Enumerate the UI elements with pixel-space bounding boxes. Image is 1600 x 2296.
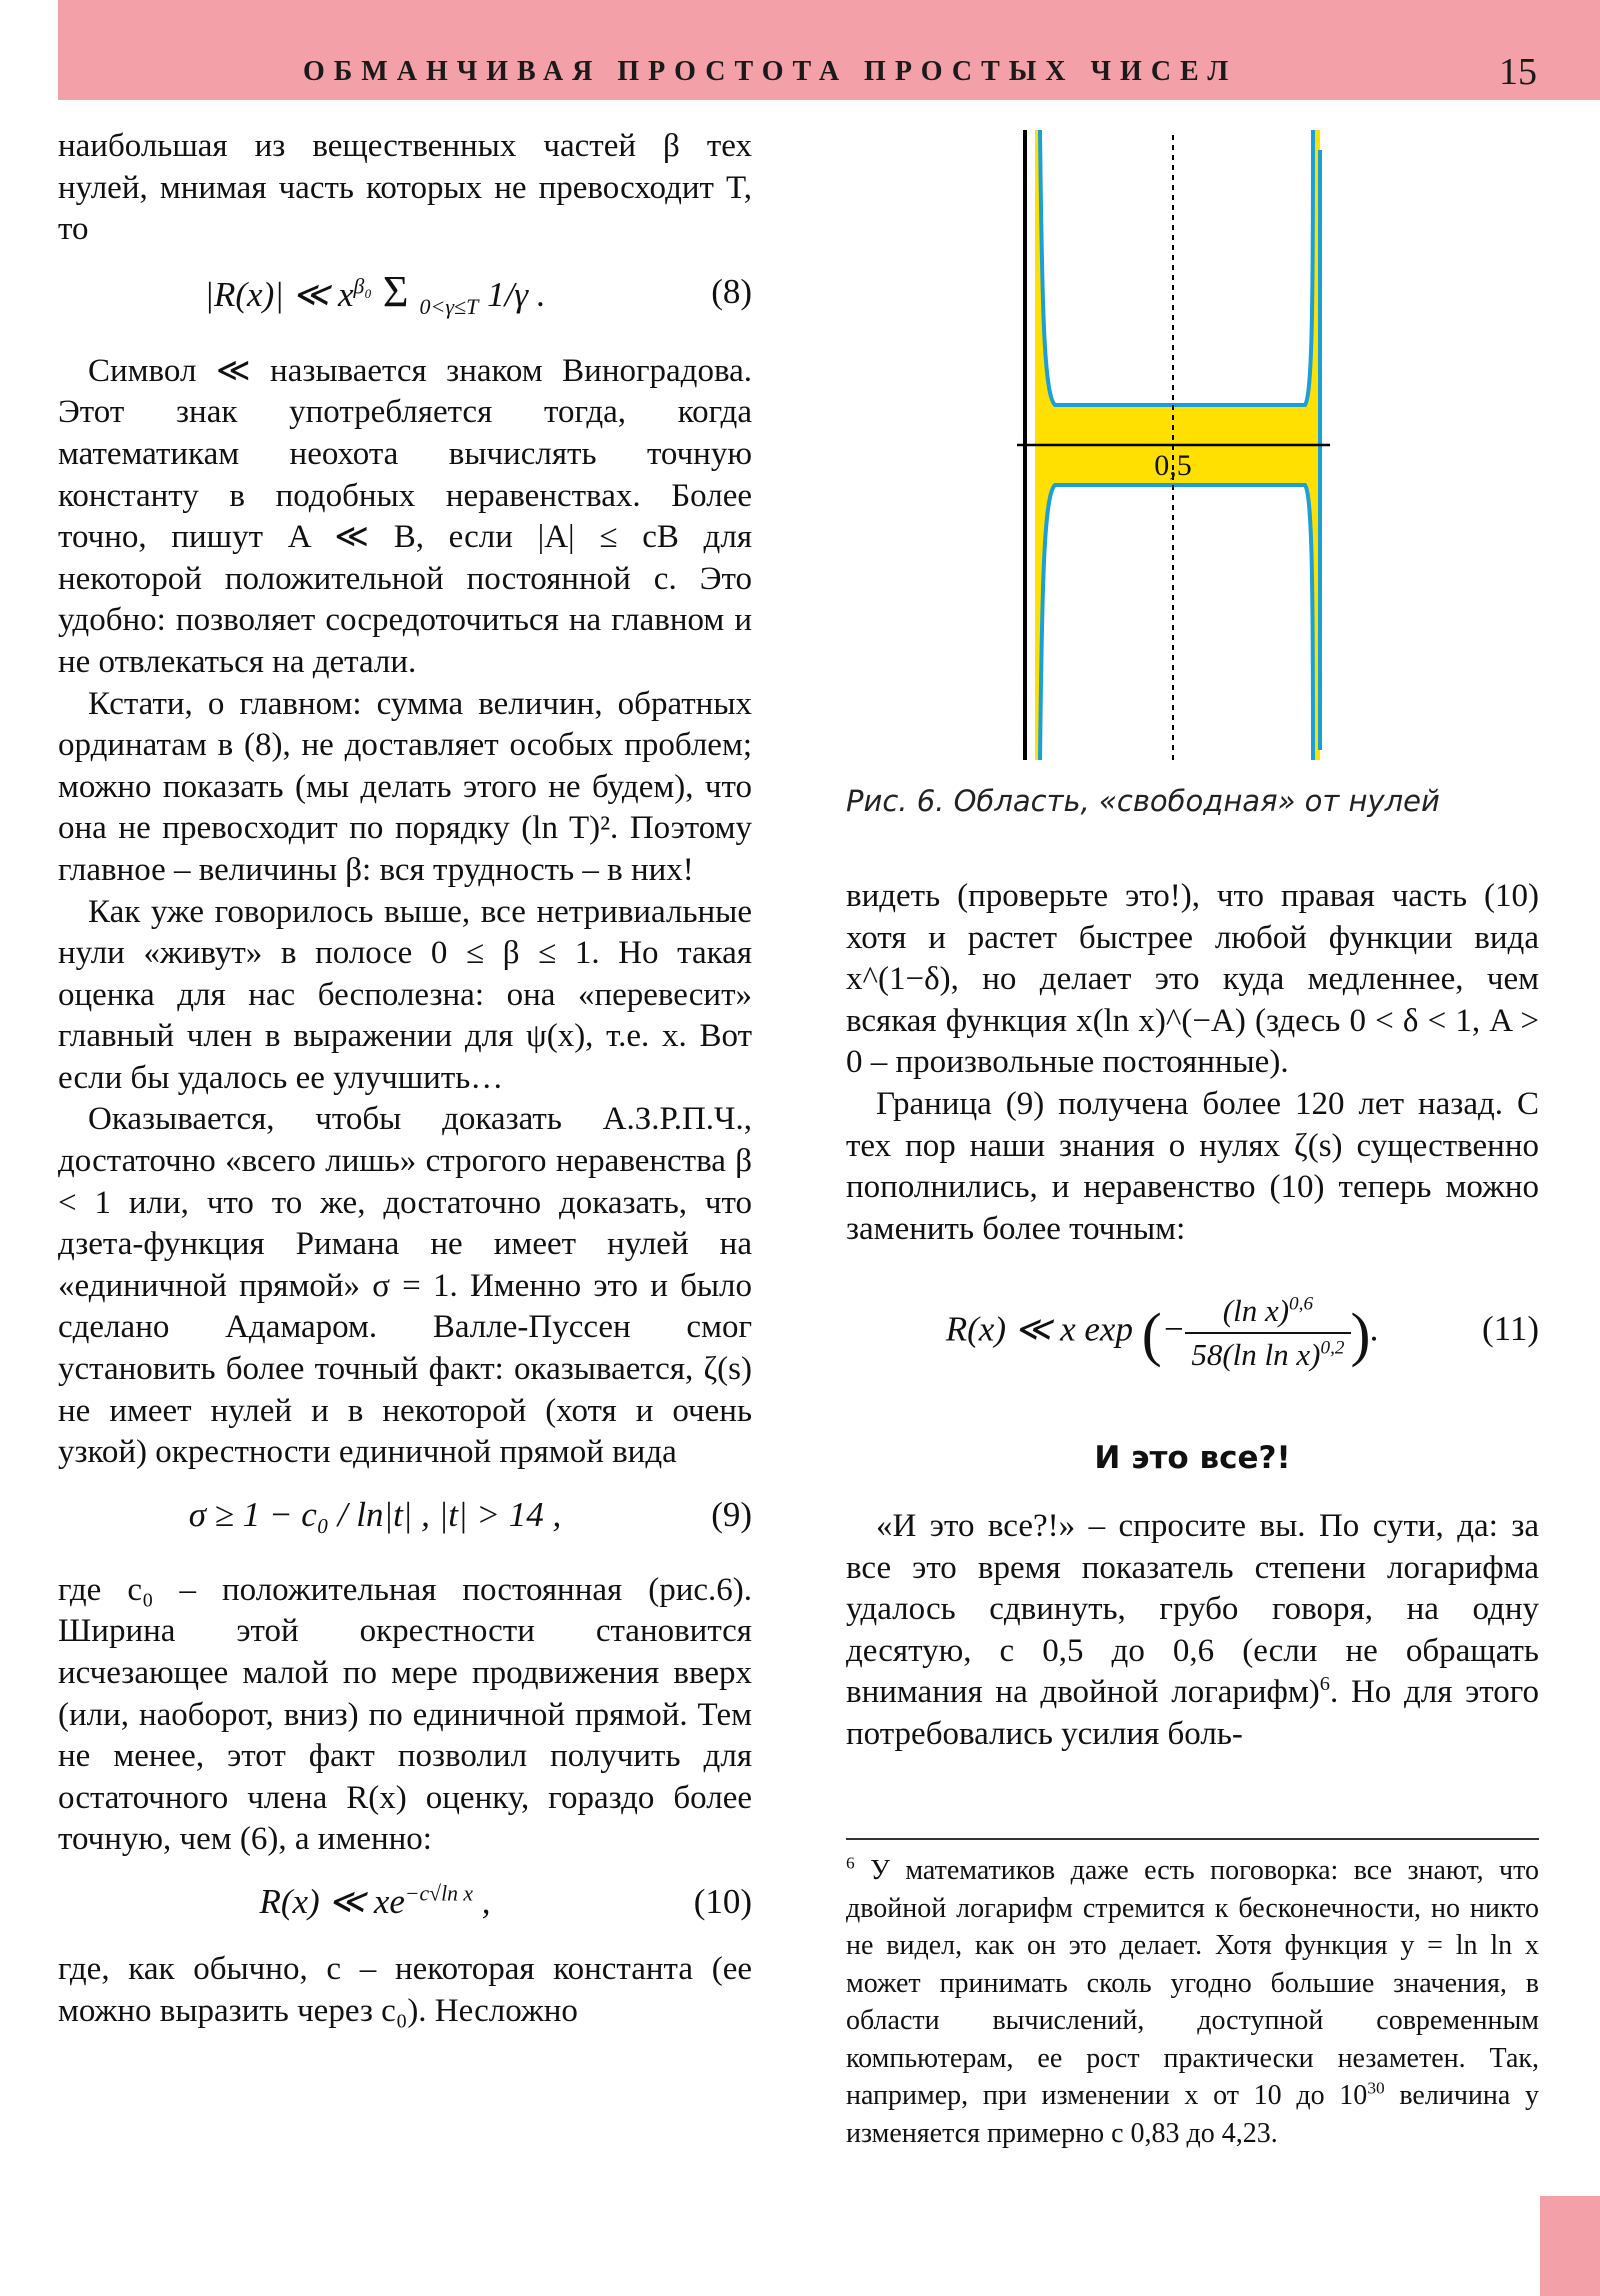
running-title: ОБМАНЧИВАЯ ПРОСТОТА ПРОСТЫХ ЧИСЕЛ <box>303 56 1238 87</box>
section-title: И это все?! <box>1094 1440 1291 1477</box>
region-cutout-bottom <box>1040 485 1313 760</box>
paragraph-text: «И это все?!» – спросите вы. По сути, да: за все это время показатель степени логарифма удалось сдвинуть, грубо говоря, на одну десятую, с 0,5 до 0,6 (если не обращать внимания на двойной логарифм) <box>846 1507 1539 1711</box>
equation-11: R(x) ≪ x exp (− $\frac{(\ln x)^{0,6}}{58(\ln \ln x)^{0,2}}$ ). (11) <box>846 1250 1539 1410</box>
paragraph-text-end: . Но для этого потребовались усилия боль- <box>846 1674 1539 1752</box>
footnote-text: У математиков даже есть поговорка: все знают, что двойной логарифм стремится к бесконечности, но никто не видел, как он это делает. Хотя функция y = ln ln x может принимать сколь угодно большие значения, в области вычислений, доступной современным компьютерам, ее рост практически незаметен. Так, например, при изменении x от 10 до 10 <box>846 1855 1539 2111</box>
eq11-denominator-exp: 0,2 <box>1320 1337 1345 1359</box>
equation-8 <box>58 251 752 351</box>
footnote-exponent: 30 <box>1367 2078 1385 2098</box>
footnote-ref[interactable]: 6 <box>1319 1673 1331 1696</box>
eq9-number: (9) <box>711 1494 752 1534</box>
eq11-number: (11) <box>1481 1309 1539 1349</box>
eq11-numerator-exp: 0,6 <box>1289 1294 1314 1316</box>
equation-10 <box>58 1861 752 1949</box>
paragraph <box>846 1506 1539 1756</box>
paragraph: где c₀ – положительная постоянная (рис.6). Ширина этой окрестности становится исчезающее малой по мере продвижения вверх (или, наоборот, вниз) по единичной прямой. Тем не менее, этот факт позволил получить для остаточного члена R(x) оценку, гораздо более точную, чем (6), а именно: <box>58 1571 752 1858</box>
footnote <box>846 1852 1539 2152</box>
zero-free-region-diagram <box>1000 130 1340 760</box>
paragraph: Как уже говорилось выше, все нетривиальные нули «живут» в полосе 0 ≤ β ≤ 1. Но такая оценка для нас бесполезна: она «перевесит» главный член в выражении для ψ(x), т.е. x. Вот если бы удалось ее улучшить… <box>58 893 752 1096</box>
paragraph: видеть (проверьте это!), что правая часть (10) хотя и растет быстрее любой функции вида x^(1−δ), но делает это куда медленнее, чем всякая функция x(ln x)^(−A) (здесь 0 < δ < 1, A > 0 – произвольные постоянные). <box>846 878 1539 1081</box>
footnote-mark: 6 <box>846 1853 855 1873</box>
paragraph: наибольшая из вещественных частей β тех нулей, мнимая часть которых не превосходит T, то <box>58 128 752 248</box>
eq10-exponent: −c√ln x <box>404 1881 474 1906</box>
header-bar <box>58 0 1600 100</box>
paragraph: Граница (9) получена более 120 лет назад. С тех пор наши знания о нулях ζ(s) существенно пополнились, и неравенство (10) теперь можно заменить более точным: <box>846 1085 1539 1247</box>
footnote-divider <box>846 1838 1539 1840</box>
equation-9 <box>58 1474 752 1570</box>
paragraph: Оказывается, чтобы доказать А.З.Р.П.Ч., достаточно «всего лишь» строгого неравенства β < 1 или, что то же, достаточно доказать, что дзета-функция Римана не имеет нулей на «единичной прямой» σ = 1. Именно это и было сделано Адамаром. Валле-Пуссен смог установить более точный факт: оказывается, ζ(s) не имеет нулей и в некоторой (хотя и очень узкой) окрестности единичной прямой вида <box>58 1101 752 1471</box>
footnote-text-end: величина y изменяется примерно с 0,83 до 4,23. <box>846 2080 1539 2149</box>
paragraph: где, как обычно, c – некоторая константа (ее можно выразить через c₀). Несложно <box>58 1950 752 2029</box>
page-number: 15 <box>1499 51 1537 93</box>
eq8-lhs: |R(x)| ≪ x <box>204 274 354 314</box>
corner-tab <box>1540 2196 1600 2296</box>
paragraph: Символ ≪ называется знаком Виноградова. Этот знак употребляется тогда, когда математикам неохота вычислять точную константу в подобных неравенствах. Более точно, пишут A ≪ B, если |A| ≤ cB для некоторой положительной постоянной c. Это удобно: позволяет сосредоточиться на главном и не отвлекаться на детали. <box>58 352 752 680</box>
eq8-fraction: 1/γ . <box>478 274 546 314</box>
eq11-numerator: (ln x) <box>1222 1293 1290 1329</box>
eq11-denominator: 58(ln ln x) <box>1191 1336 1321 1372</box>
right-column <box>846 876 1539 1756</box>
eq10-number: (10) <box>693 1881 752 1921</box>
eq10-tail: , <box>473 1881 491 1921</box>
eq8-subscript: 0<γ≤T <box>419 293 479 319</box>
axis-label: 0,5 <box>1154 449 1192 482</box>
eq8-number: (8) <box>711 271 752 311</box>
eq10-lhs: R(x) ≪ xe <box>259 1881 405 1921</box>
eq8-exponent: β₀ <box>353 274 372 299</box>
figure-6 <box>1000 130 1340 760</box>
paragraph: Кстати, о главном: сумма величин, обратных ординатам в (8), не доставляет особых проблем; можно показать (мы делать этого не будем), что она не превосходит по порядку (ln T)². Поэтому главное – величины β: вся трудность – в них! <box>58 685 752 888</box>
region-cutout-top <box>1040 130 1313 405</box>
left-column <box>58 126 752 2032</box>
eq11-lhs: R(x) ≪ x exp <box>945 1309 1133 1349</box>
eq9-body: σ ≥ 1 − c₀ / ln|t| , |t| > 14 , <box>188 1494 562 1534</box>
eq8-sum: Σ <box>371 266 420 316</box>
figure-caption: Рис. 6. Область, «свободная» от нулей <box>846 784 1440 818</box>
